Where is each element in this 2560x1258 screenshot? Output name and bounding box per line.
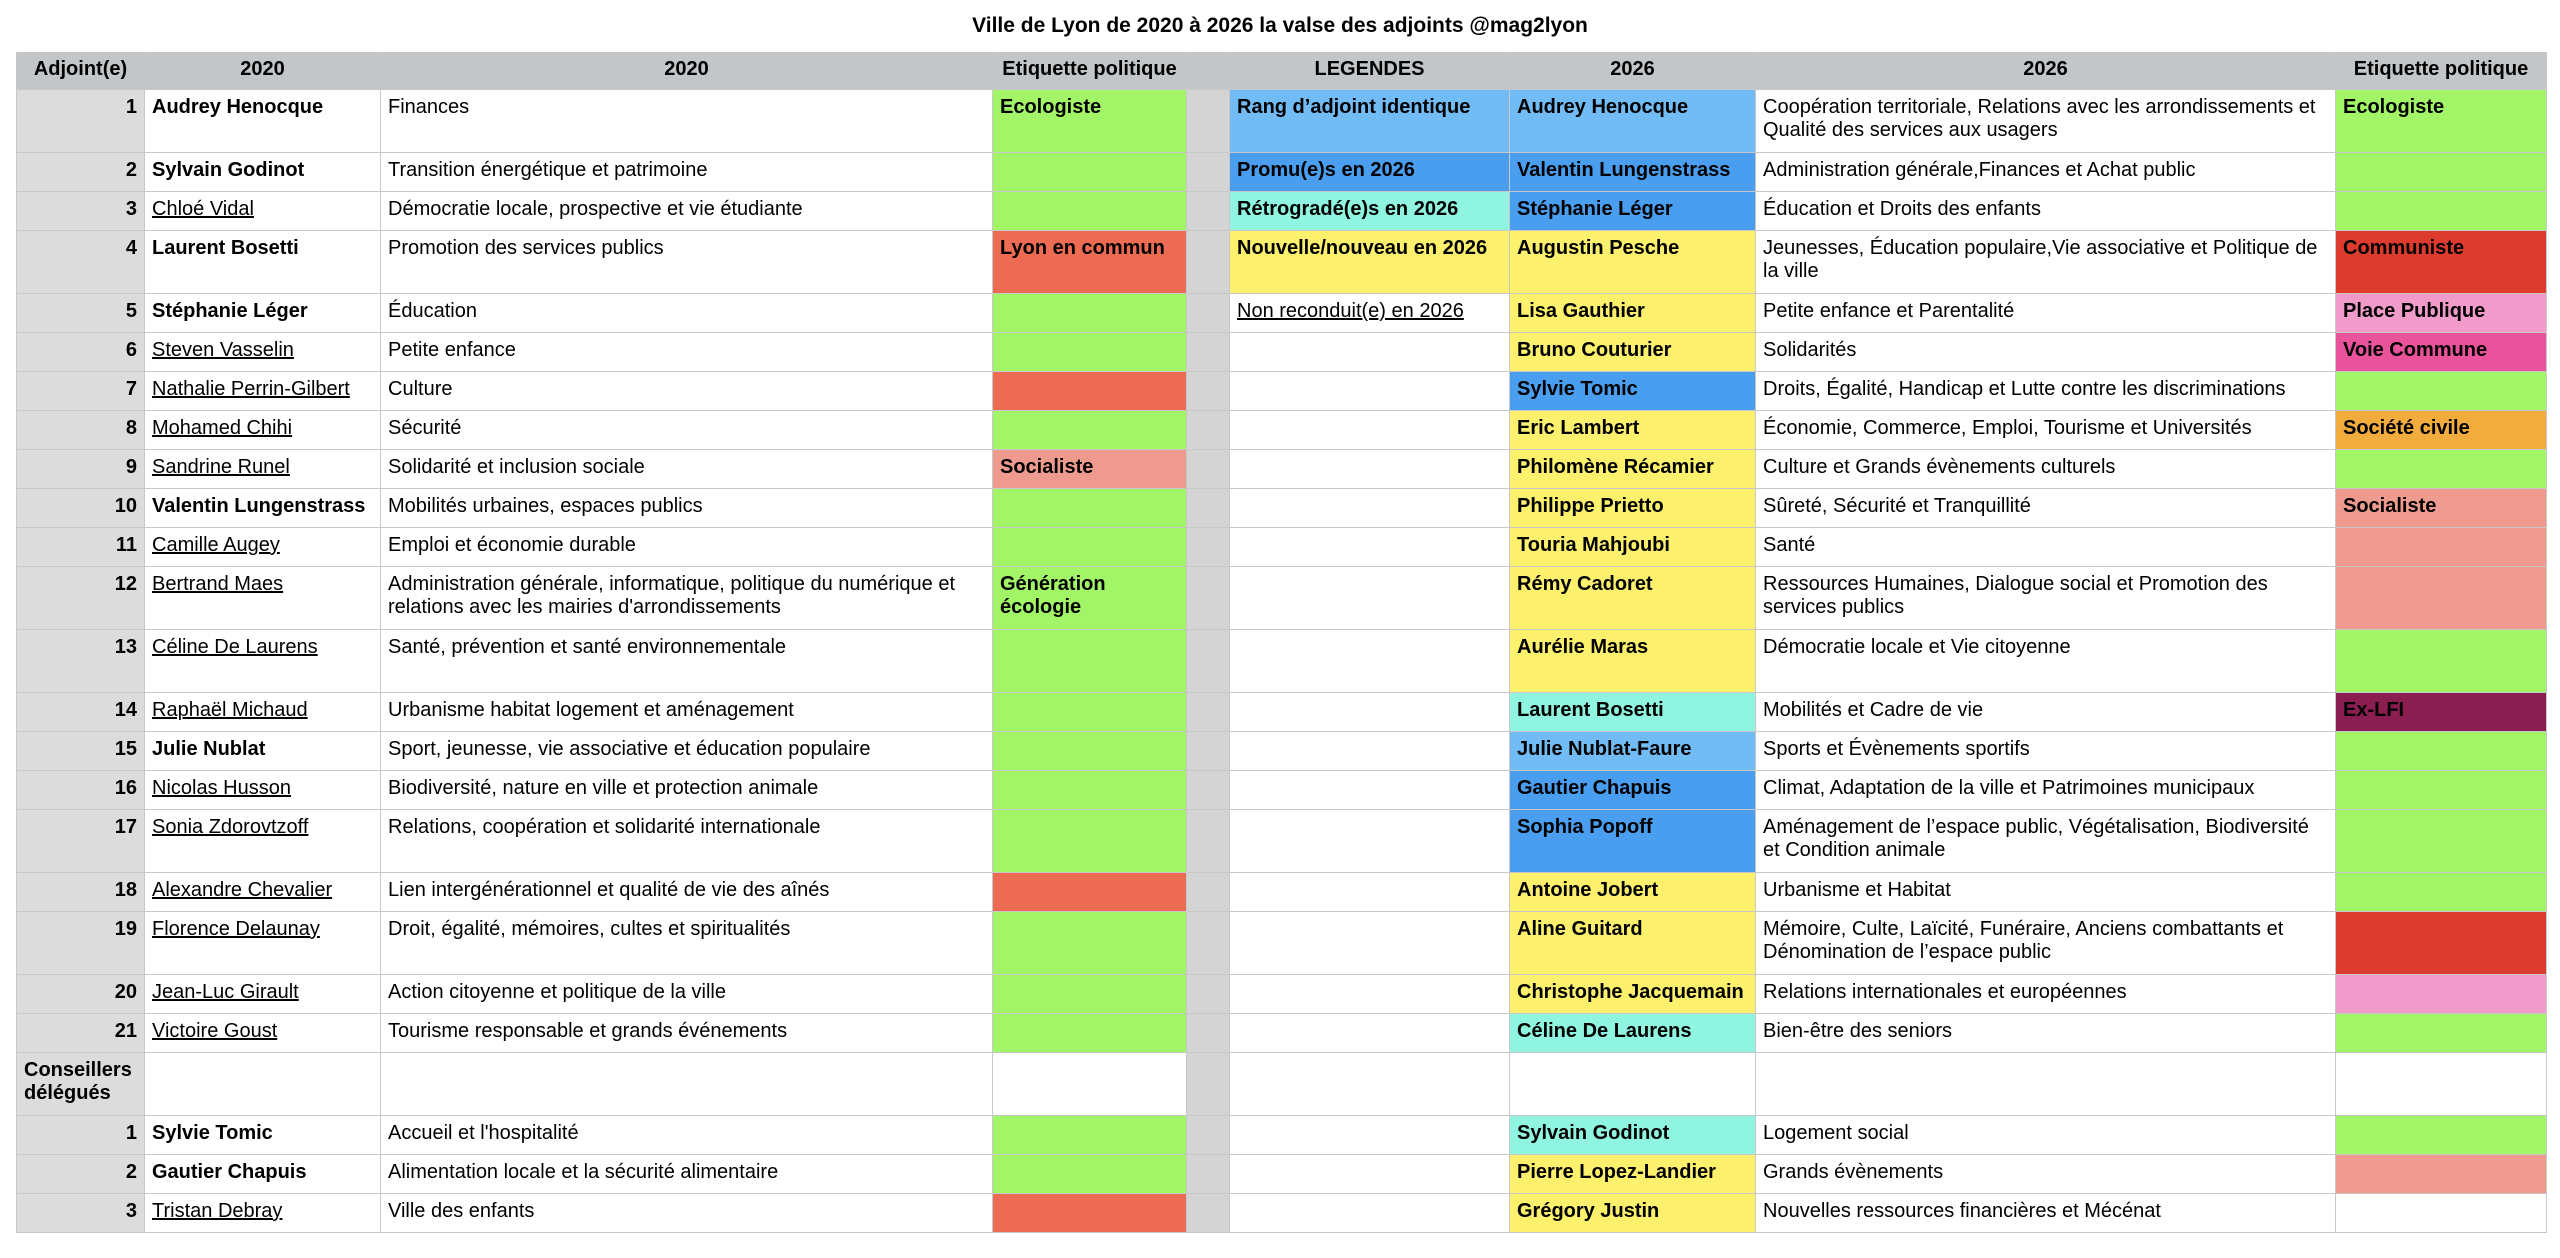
header-2020-role: 2020 (381, 53, 993, 90)
cell-2026-name: Céline De Laurens (1510, 1014, 1756, 1053)
row-number: 7 (17, 372, 145, 411)
row-number: 13 (17, 630, 145, 693)
cell-2020-role: Éducation (381, 294, 993, 333)
cell-2026-label: Socialiste (2336, 489, 2547, 528)
cell-2026-name: Philippe Prietto (1510, 489, 1756, 528)
cell-2026-label: Ecologiste (2336, 90, 2547, 153)
cell-2020-role: Lien intergénérationnel et qualité de vie des aînés (381, 873, 993, 912)
cell-2026-role: Grands évènements (1756, 1155, 2336, 1194)
row-number: 1 (17, 90, 145, 153)
legend-cell: Non reconduit(e) en 2026 (1230, 294, 1510, 333)
cell-2026-name: Bruno Couturier (1510, 333, 1756, 372)
legend-cell (1230, 693, 1510, 732)
table-row (17, 372, 2547, 411)
cell-2020-label: Génération écologie (993, 567, 1187, 630)
cell-2026-label: Voie Commune (2336, 333, 2547, 372)
cell-2026-label (2336, 192, 2547, 231)
cell-2026-name: Aline Guitard (1510, 912, 1756, 975)
cell-2026-label (2336, 630, 2547, 693)
legend-cell (1230, 873, 1510, 912)
cell-2020-name: Mohamed Chihi (145, 411, 381, 450)
cell-2020-role: Démocratie locale, prospective et vie étudiante (381, 192, 993, 231)
table-row (17, 810, 2547, 873)
cell-2020-name: Camille Augey (145, 528, 381, 567)
section-row (17, 1053, 2547, 1116)
table-row (17, 90, 2547, 153)
table-row (17, 1194, 2547, 1233)
cell-2026-label (2336, 1155, 2547, 1194)
cell-2026-role: Nouvelles ressources financières et Mécénat (1756, 1194, 2336, 1233)
cell-2026-name: Augustin Pesche (1510, 231, 1756, 294)
row-number: 21 (17, 1014, 145, 1053)
cell-2020-role: Culture (381, 372, 993, 411)
row-number: 4 (17, 231, 145, 294)
header-2026-role: 2026 (1756, 53, 2336, 90)
cell-2026-label (2336, 771, 2547, 810)
table-row (17, 153, 2547, 192)
gap-cell (1187, 1155, 1230, 1194)
row-number: 1 (17, 1116, 145, 1155)
gap-cell (1187, 192, 1230, 231)
row-number: 20 (17, 975, 145, 1014)
legend-cell (1230, 489, 1510, 528)
gap-cell (1187, 1116, 1230, 1155)
cell-2026-role: Relations internationales et européennes (1756, 975, 2336, 1014)
cell-2020-role: Accueil et l'hospitalité (381, 1116, 993, 1155)
cell-2020-name: Raphaël Michaud (145, 693, 381, 732)
table-row (17, 567, 2547, 630)
cell-2020-label (993, 810, 1187, 873)
cell-2020-label: Lyon en commun (993, 231, 1187, 294)
cell-2020-role: Promotion des services publics (381, 231, 993, 294)
header-adjoint: Adjoint(e) (17, 53, 145, 90)
cell-2026-name: Valentin Lungenstrass (1510, 153, 1756, 192)
cell-2020-name: Steven Vasselin (145, 333, 381, 372)
header-2020-label: Etiquette politique (993, 53, 1187, 90)
cell-2020-name: Stéphanie Léger (145, 294, 381, 333)
cell-2020-role: Emploi et économie durable (381, 528, 993, 567)
gap-cell (1187, 333, 1230, 372)
cell-2020-role: Sécurité (381, 411, 993, 450)
row-number: 11 (17, 528, 145, 567)
table-row (17, 693, 2547, 732)
cell-2026-role: Urbanisme et Habitat (1756, 873, 2336, 912)
gap-cell (1187, 693, 1230, 732)
legend-cell (1230, 630, 1510, 693)
header-legend: LEGENDES (1230, 53, 1510, 90)
legend-cell: Nouvelle/nouveau en 2026 (1230, 231, 1510, 294)
table-row (17, 333, 2547, 372)
row-number: 12 (17, 567, 145, 630)
cell-2026-name: Julie Nublat-Faure (1510, 732, 1756, 771)
row-number: 6 (17, 333, 145, 372)
header-2026-name: 2026 (1510, 53, 1756, 90)
table-body (17, 90, 2547, 1233)
gap-cell (1187, 567, 1230, 630)
cell-2020-name: Bertrand Maes (145, 567, 381, 630)
cell-2026-role: Droits, Égalité, Handicap et Lutte contre les discriminations (1756, 372, 2336, 411)
cell-2020-name: Julie Nublat (145, 732, 381, 771)
cell-2020-label (993, 1116, 1187, 1155)
cell-2026-label (2336, 528, 2547, 567)
legend-cell (1230, 1194, 1510, 1233)
cell-2026-role: Petite enfance et Parentalité (1756, 294, 2336, 333)
cell-2020-label (993, 630, 1187, 693)
cell-2020-label (993, 1053, 1187, 1116)
gap-cell (1187, 372, 1230, 411)
cell-2026-name: Philomène Récamier (1510, 450, 1756, 489)
gap-cell (1187, 489, 1230, 528)
header-2026-label: Etiquette politique (2336, 53, 2547, 90)
cell-2020-label (993, 192, 1187, 231)
cell-2020-role: Alimentation locale et la sécurité alimentaire (381, 1155, 993, 1194)
cell-2020-name: Audrey Henocque (145, 90, 381, 153)
gap-cell (1187, 771, 1230, 810)
cell-2020-label (993, 411, 1187, 450)
cell-2020-label (993, 333, 1187, 372)
cell-2020-label (993, 372, 1187, 411)
cell-2026-label: Communiste (2336, 231, 2547, 294)
cell-2020-name: Victoire Goust (145, 1014, 381, 1053)
table-row (17, 489, 2547, 528)
cell-2020-name: Valentin Lungenstrass (145, 489, 381, 528)
legend-cell: Promu(e)s en 2026 (1230, 153, 1510, 192)
cell-2020-role: Urbanisme habitat logement et aménagement (381, 693, 993, 732)
gap-cell (1187, 1053, 1230, 1116)
table-row (17, 231, 2547, 294)
cell-2026-name: Sylvain Godinot (1510, 1116, 1756, 1155)
cell-2020-label (993, 912, 1187, 975)
legend-cell (1230, 732, 1510, 771)
cell-2026-role: Solidarités (1756, 333, 2336, 372)
cell-2020-name: Gautier Chapuis (145, 1155, 381, 1194)
section-label: Conseillers délégués (17, 1053, 145, 1116)
cell-2020-name: Nicolas Husson (145, 771, 381, 810)
legend-cell (1230, 528, 1510, 567)
cell-2026-label: Ex-LFI (2336, 693, 2547, 732)
cell-2026-name: Christophe Jacquemain (1510, 975, 1756, 1014)
cell-2020-role: Sport, jeunesse, vie associative et éducation populaire (381, 732, 993, 771)
cell-2020-name: Alexandre Chevalier (145, 873, 381, 912)
header-2020-name: 2020 (145, 53, 381, 90)
header-gap (1187, 53, 1230, 90)
legend-cell (1230, 912, 1510, 975)
cell-2020-label (993, 873, 1187, 912)
cell-2020-label: Ecologiste (993, 90, 1187, 153)
cell-2020-role: Biodiversité, nature en ville et protection animale (381, 771, 993, 810)
cell-2026-role (1756, 1053, 2336, 1116)
legend-cell (1230, 810, 1510, 873)
cell-2026-role: Jeunesses, Éducation populaire,Vie associative et Politique de la ville (1756, 231, 2336, 294)
cell-2026-name: Audrey Henocque (1510, 90, 1756, 153)
cell-2026-role: Logement social (1756, 1116, 2336, 1155)
cell-2026-name (1510, 1053, 1756, 1116)
table-row (17, 192, 2547, 231)
legend-cell (1230, 1053, 1510, 1116)
legend-cell (1230, 1155, 1510, 1194)
cell-2026-name: Laurent Bosetti (1510, 693, 1756, 732)
cell-2020-role: Petite enfance (381, 333, 993, 372)
cell-2020-name: Florence Delaunay (145, 912, 381, 975)
cell-2020-label (993, 771, 1187, 810)
cell-2020-role: Administration générale, informatique, politique du numérique et relations avec les mairies d'arrondissements (381, 567, 993, 630)
row-number: 3 (17, 192, 145, 231)
cell-2020-name: Laurent Bosetti (145, 231, 381, 294)
cell-2020-name: Nathalie Perrin-Gilbert (145, 372, 381, 411)
cell-2026-label (2336, 1053, 2547, 1116)
cell-2026-role: Sports et Évènements sportifs (1756, 732, 2336, 771)
cell-2026-label (2336, 372, 2547, 411)
row-number: 8 (17, 411, 145, 450)
cell-2026-role: Démocratie locale et Vie citoyenne (1756, 630, 2336, 693)
table-row (17, 411, 2547, 450)
gap-cell (1187, 294, 1230, 333)
row-number: 5 (17, 294, 145, 333)
cell-2026-name: Sophia Popoff (1510, 810, 1756, 873)
row-number: 16 (17, 771, 145, 810)
gap-cell (1187, 873, 1230, 912)
table-row (17, 1014, 2547, 1053)
cell-2026-name: Gautier Chapuis (1510, 771, 1756, 810)
cell-2026-label (2336, 873, 2547, 912)
row-number: 9 (17, 450, 145, 489)
cell-2020-label: Socialiste (993, 450, 1187, 489)
cell-2020-name: Céline De Laurens (145, 630, 381, 693)
row-number: 2 (17, 153, 145, 192)
legend-cell (1230, 771, 1510, 810)
cell-2026-role: Aménagement de l’espace public, Végétalisation, Biodiversité et Condition animale (1756, 810, 2336, 873)
cell-2026-label (2336, 912, 2547, 975)
cell-2020-label (993, 975, 1187, 1014)
cell-2026-name: Aurélie Maras (1510, 630, 1756, 693)
cell-2020-label (993, 732, 1187, 771)
table-row (17, 873, 2547, 912)
cell-2026-label (2336, 1116, 2547, 1155)
legend-cell (1230, 450, 1510, 489)
cell-2026-role: Sûreté, Sécurité et Tranquillité (1756, 489, 2336, 528)
table-row (17, 630, 2547, 693)
cell-2020-name: Sandrine Runel (145, 450, 381, 489)
cell-2020-label (993, 1194, 1187, 1233)
gap-cell (1187, 231, 1230, 294)
legend-cell (1230, 975, 1510, 1014)
cell-2020-label (993, 693, 1187, 732)
cell-2026-name: Lisa Gauthier (1510, 294, 1756, 333)
cell-2020-label (993, 528, 1187, 567)
cell-2020-label (993, 294, 1187, 333)
cell-2026-label (2336, 153, 2547, 192)
row-number: 18 (17, 873, 145, 912)
legend-cell (1230, 1014, 1510, 1053)
cell-2026-role: Bien-être des seniors (1756, 1014, 2336, 1053)
legend-cell (1230, 411, 1510, 450)
row-number: 10 (17, 489, 145, 528)
cell-2020-name: Chloé Vidal (145, 192, 381, 231)
gap-cell (1187, 90, 1230, 153)
cell-2026-role: Ressources Humaines, Dialogue social et Promotion des services publics (1756, 567, 2336, 630)
table-row (17, 975, 2547, 1014)
cell-2026-role: Santé (1756, 528, 2336, 567)
cell-2026-role: Administration générale,Finances et Achat public (1756, 153, 2336, 192)
gap-cell (1187, 411, 1230, 450)
legend-cell (1230, 333, 1510, 372)
gap-cell (1187, 810, 1230, 873)
gap-cell (1187, 630, 1230, 693)
row-number: 3 (17, 1194, 145, 1233)
cell-2026-label (2336, 1014, 2547, 1053)
cell-2026-role: Culture et Grands évènements culturels (1756, 450, 2336, 489)
adjoints-table (16, 52, 2547, 1233)
page-title: Ville de Lyon de 2020 à 2026 la valse des adjoints @mag2lyon (972, 14, 1588, 37)
cell-2026-label: Place Publique (2336, 294, 2547, 333)
cell-2026-role: Climat, Adaptation de la ville et Patrimoines municipaux (1756, 771, 2336, 810)
cell-2026-label (2336, 1194, 2547, 1233)
cell-2026-role: Économie, Commerce, Emploi, Tourisme et Universités (1756, 411, 2336, 450)
cell-2026-name: Grégory Justin (1510, 1194, 1756, 1233)
table-row (17, 771, 2547, 810)
table-row (17, 528, 2547, 567)
cell-2026-label (2336, 975, 2547, 1014)
header-row (17, 53, 2547, 90)
cell-2026-label (2336, 810, 2547, 873)
cell-2026-label: Société civile (2336, 411, 2547, 450)
cell-2026-label (2336, 732, 2547, 771)
cell-2026-name: Stéphanie Léger (1510, 192, 1756, 231)
cell-2026-name: Rémy Cadoret (1510, 567, 1756, 630)
gap-cell (1187, 1014, 1230, 1053)
cell-2026-role: Mémoire, Culte, Laïcité, Funéraire, Anciens combattants et Dénomination de l’espace public (1756, 912, 2336, 975)
gap-cell (1187, 528, 1230, 567)
row-number: 14 (17, 693, 145, 732)
table-row (17, 1116, 2547, 1155)
table-row (17, 450, 2547, 489)
row-number: 19 (17, 912, 145, 975)
cell-2020-label (993, 1155, 1187, 1194)
cell-2020-label (993, 153, 1187, 192)
legend-cell (1230, 372, 1510, 411)
cell-2020-role: Santé, prévention et santé environnementale (381, 630, 993, 693)
cell-2020-label (993, 489, 1187, 528)
cell-2026-name: Sylvie Tomic (1510, 372, 1756, 411)
gap-cell (1187, 975, 1230, 1014)
cell-2020-name: Tristan Debray (145, 1194, 381, 1233)
cell-2020-role (381, 1053, 993, 1116)
cell-2020-name: Sonia Zdorovtzoff (145, 810, 381, 873)
cell-2020-role: Ville des enfants (381, 1194, 993, 1233)
legend-cell: Rétrogradé(e)s en 2026 (1230, 192, 1510, 231)
row-number: 15 (17, 732, 145, 771)
cell-2026-label (2336, 567, 2547, 630)
gap-cell (1187, 732, 1230, 771)
row-number: 2 (17, 1155, 145, 1194)
cell-2020-role: Tourisme responsable et grands événements (381, 1014, 993, 1053)
cell-2020-name: Sylvain Godinot (145, 153, 381, 192)
cell-2026-label (2336, 450, 2547, 489)
cell-2020-role: Transition énergétique et patrimoine (381, 153, 993, 192)
cell-2020-role: Droit, égalité, mémoires, cultes et spiritualités (381, 912, 993, 975)
gap-cell (1187, 153, 1230, 192)
cell-2020-role: Action citoyenne et politique de la ville (381, 975, 993, 1014)
gap-cell (1187, 912, 1230, 975)
cell-2026-name: Eric Lambert (1510, 411, 1756, 450)
table-row (17, 912, 2547, 975)
legend-cell: Rang d’adjoint identique (1230, 90, 1510, 153)
legend-cell (1230, 567, 1510, 630)
cell-2026-role: Éducation et Droits des enfants (1756, 192, 2336, 231)
row-number: 17 (17, 810, 145, 873)
cell-2026-name: Pierre Lopez-Landier (1510, 1155, 1756, 1194)
cell-2020-name: Jean-Luc Girault (145, 975, 381, 1014)
table-row (17, 732, 2547, 771)
cell-2020-name: Sylvie Tomic (145, 1116, 381, 1155)
cell-2026-name: Touria Mahjoubi (1510, 528, 1756, 567)
cell-2020-role: Finances (381, 90, 993, 153)
cell-2020-role: Relations, coopération et solidarité internationale (381, 810, 993, 873)
cell-2026-name: Antoine Jobert (1510, 873, 1756, 912)
table-row (17, 294, 2547, 333)
table-row (17, 1155, 2547, 1194)
cell-2020-role: Mobilités urbaines, espaces publics (381, 489, 993, 528)
cell-2020-label (993, 1014, 1187, 1053)
cell-2026-role: Mobilités et Cadre de vie (1756, 693, 2336, 732)
legend-cell (1230, 1116, 1510, 1155)
cell-2020-role: Solidarité et inclusion sociale (381, 450, 993, 489)
cell-2026-role: Coopération territoriale, Relations avec les arrondissements et Qualité des services aux usagers (1756, 90, 2336, 153)
cell-2020-name (145, 1053, 381, 1116)
gap-cell (1187, 1194, 1230, 1233)
gap-cell (1187, 450, 1230, 489)
